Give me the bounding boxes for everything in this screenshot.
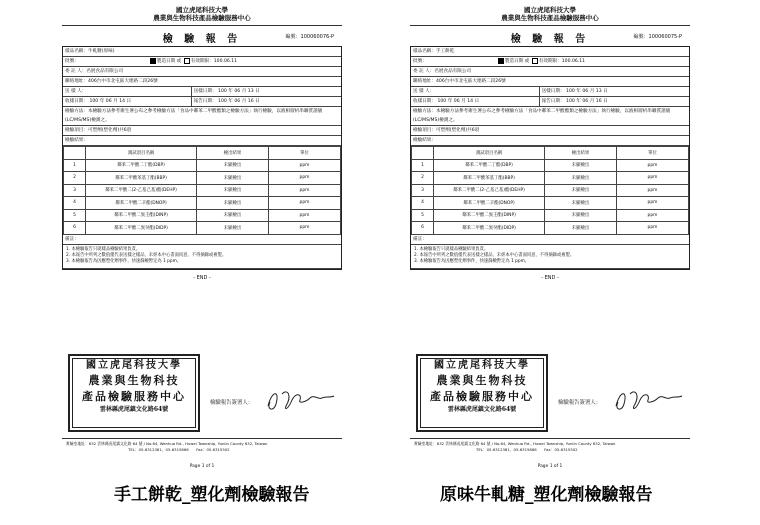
- university-name: 國立虎尾科技大學: [524, 6, 576, 14]
- table-row: 6 鄰苯二甲酸二異癸酯(DIDP) 未顯檢出 ppm: [64, 222, 341, 235]
- center-name: 農業與生物科技產品檢驗服務中心: [501, 14, 599, 22]
- dates-row: 收樣日期： 100 年 06 月 14 日 報告日期： 100 年 06 月 16 日: [63, 97, 341, 107]
- official-stamp: 國立虎尾科技大學 農業與生物科技 產品檢驗服務中心 雲林縣虎尾鎮文化路64號: [416, 354, 548, 432]
- checkbox-icon: [532, 58, 538, 64]
- method-row: 檢驗方法：本檢驗方法參考衛生署公布之參考檢驗方法「食品中鄰苯二甲酸酯類之檢驗方法」執行檢驗，以液相層析串聯質譜儀(LC/MS/MS)檢測之。: [411, 107, 689, 126]
- official-stamp: 國立虎尾科技大學 農業與生物科技 產品檢驗服務中心 雲林縣虎尾鎮文化路64號: [68, 354, 200, 432]
- results-table: [411, 146, 689, 235]
- table-row: 6 鄰苯二甲酸二異癸酯(DIDP) 未顯檢出 ppm: [412, 222, 689, 235]
- address-row: 聯絡地址：406台中市北屯區大連路二段26號: [411, 77, 689, 87]
- report-document-left: [62, 6, 342, 472]
- notes-block: 1. 本檢驗報告只就樣品檢驗結果負責。 2. 本報告中所列之數值僅代表送樣之樣品，未經本中心書面同意，不得摘錄或複製。 3. 本檢驗報告為因應塑化劑事件，快速篩檢暫定為 1 ppm。: [63, 245, 341, 269]
- table-row: 2 鄰苯二甲酸苯基丁酯(BBP) 未顯檢出 ppm: [412, 172, 689, 185]
- address-row: 聯絡地址：406台中市北屯區大連路二段26號: [63, 77, 341, 87]
- sender-row: 送 樣 人： 送樣日期： 100 年 06 月 13 日: [411, 87, 689, 97]
- table-row: 3 鄰苯二甲酸二(2-乙基己基)酯(DEHP) 未顯檢出 ppm: [64, 184, 341, 197]
- report-title: 檢 驗 報 告: [510, 34, 590, 45]
- sample-name-row: 樣品名稱：手工餅乾: [411, 47, 689, 57]
- remarks-row: 備註：: [63, 235, 341, 245]
- page-number: Page 1 of 1: [189, 464, 215, 469]
- report-frame: [410, 46, 690, 270]
- caption-right: 原味牛軋糖_塑化劑檢驗報告: [440, 485, 653, 505]
- table-row: 5 鄰苯二甲酸二異壬酯(DINP) 未顯檢出 ppm: [412, 209, 689, 222]
- client-row: 委 託 人：名展食品有限公司: [63, 67, 341, 77]
- page-number: Page 1 of 1: [537, 464, 563, 469]
- checkbox-icon: [184, 58, 190, 64]
- items-row: 檢驗項目：可塑劑(塑化劑)共6項: [411, 126, 689, 136]
- footer: 實驗室地址：632 雲林縣虎尾鎮文化路 64 號 / No.64, Wenhua Rd., Huwei Township, Yunlin County 632, Taiwan TEL：05-6312381、05-6315866 Fax：05-6315502: [66, 441, 268, 452]
- report-number: 編號：100060076-P: [285, 34, 334, 40]
- client-row: 委 託 人：名展食品有限公司: [411, 67, 689, 77]
- center-name: 農業與生物科技產品檢驗服務中心: [153, 14, 251, 22]
- report-title: 檢 驗 報 告: [162, 34, 242, 45]
- end-marker: - END -: [193, 274, 211, 281]
- table-header-row: 測試項目名稱 檢出結果 單位: [412, 147, 689, 160]
- results-label-row: 檢驗結果：: [63, 136, 341, 146]
- results-label-row: 檢驗結果：: [411, 136, 689, 146]
- checkbox-icon: [498, 58, 504, 64]
- signature: [610, 386, 684, 414]
- sender-row: 送 樣 人： 送樣日期： 100 年 06 月 13 日: [63, 87, 341, 97]
- table-row: 2 鄰苯二甲酸苯基丁酯(BBP) 未顯檢出 ppm: [64, 172, 341, 185]
- dates-row: 收樣日期： 100 年 06 月 14 日 報告日期： 100 年 06 月 16 日: [411, 97, 689, 107]
- report-document-right: [410, 6, 690, 472]
- signer-label: 檢驗報告簽署人：: [558, 400, 602, 406]
- table-row: 1 鄰苯二甲酸二丁酯(DBP) 未顯檢出 ppm: [412, 159, 689, 172]
- caption-left: 手工餅乾_塑化劑檢驗報告: [114, 485, 310, 505]
- report-number: 編號：100060075-P: [633, 34, 682, 40]
- notes-block: 1. 本檢驗報告只就樣品檢驗結果負責。 2. 本報告中所列之數值僅代表送樣之樣品，未經本中心書面同意，不得摘錄或複製。 3. 本檢驗報告為因應塑化劑事件，快速篩檢暫定為 1 ppm。: [411, 245, 689, 269]
- remarks-row: 備註：: [411, 235, 689, 245]
- table-row: 5 鄰苯二甲酸二異壬酯(DINP) 未顯檢出 ppm: [64, 209, 341, 222]
- table-row: 3 鄰苯二甲酸二(2-乙基己基)酯(DEHP) 未顯檢出 ppm: [412, 184, 689, 197]
- end-marker: - END -: [541, 274, 559, 281]
- batch-row: 批號： 製造日期 或 有效期限：100.06.11: [63, 57, 341, 67]
- university-name: 國立虎尾科技大學: [176, 6, 228, 14]
- sample-name-row: 樣品名稱：牛軋糖(原味): [63, 47, 341, 57]
- signer-label: 檢驗報告簽署人：: [210, 400, 254, 406]
- table-row: 1 鄰苯二甲酸二丁酯(DBP) 未顯檢出 ppm: [64, 159, 341, 172]
- report-frame: [62, 46, 342, 270]
- items-row: 檢驗項目：可塑劑(塑化劑)共6項: [63, 126, 341, 136]
- checkbox-icon: [150, 58, 156, 64]
- batch-row: 批號： 製造日期 或 有效期限：100.06.11: [411, 57, 689, 67]
- signature: [262, 386, 336, 414]
- table-header-row: 測試項目名稱 檢出結果 單位: [64, 147, 341, 160]
- table-row: 4 鄰苯二甲酸二辛酯(DNOP) 未顯檢出 ppm: [412, 197, 689, 210]
- method-row: 檢驗方法：本檢驗方法參考衛生署公布之參考檢驗方法「食品中鄰苯二甲酸酯類之檢驗方法」執行檢驗，以液相層析串聯質譜儀(LC/MS/MS)檢測之。: [63, 107, 341, 126]
- footer: 實驗室地址：632 雲林縣虎尾鎮文化路 64 號 / No.64, Wenhua Rd., Huwei Township, Yunlin County 632, Taiwan TEL：05-6312381、05-6315866 Fax：05-6315502: [414, 441, 616, 452]
- results-table: [63, 146, 341, 235]
- table-row: 4 鄰苯二甲酸二辛酯(DNOP) 未顯檢出 ppm: [64, 197, 341, 210]
